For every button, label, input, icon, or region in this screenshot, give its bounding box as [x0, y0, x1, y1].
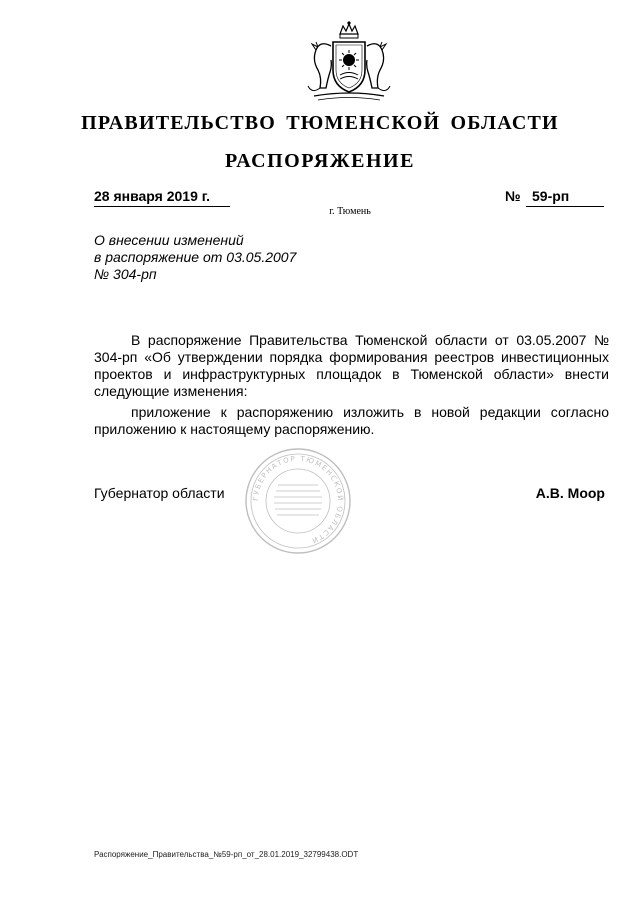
- subject-line: в распоряжение от 03.05.2007: [94, 249, 297, 265]
- official-seal-stamp: [244, 447, 352, 555]
- document-date: 28 января 2019 г.: [94, 188, 211, 204]
- signatory-name: А.В. Моор: [535, 485, 605, 501]
- document-date-field: [94, 188, 230, 207]
- government-title: ПРАВИТЕЛЬСТВО ТЮМЕНСКОЙ ОБЛАСТИ: [81, 112, 559, 134]
- document-body: [94, 332, 609, 438]
- document-number: 59-рп: [532, 188, 570, 204]
- document-subject: [94, 232, 354, 283]
- subject-line: О внесении изменений: [94, 232, 244, 248]
- footer-filename: Распоряжение_Правительства_№59-рп_от_28.01.2019_32799438.ODT: [94, 850, 359, 859]
- subject-line: № 304-рп: [94, 266, 157, 282]
- coat-of-arms-emblem: [302, 20, 396, 106]
- seal-text: ГУБЕРНАТОР ТЮМЕНСКОЙ ОБЛАСТИ: [251, 454, 345, 545]
- document-number-field: [526, 188, 604, 207]
- number-sign: №: [505, 188, 521, 204]
- document-city: г. Тюмень: [329, 206, 371, 217]
- body-paragraph: приложение к распоряжению изложить в новой редакции согласно приложению к настоящему распоряжению.: [94, 404, 609, 437]
- body-paragraph: В распоряжение Правительства Тюменской области от 03.05.2007 № 304-рп «Об утверждении порядка формирования реестров инвестиционных проектов и инфраструктурных площадок в Тюменской области» внести следующие изменения:: [94, 332, 609, 399]
- document-type: РАСПОРЯЖЕНИЕ: [225, 150, 415, 172]
- signatory-position: Губернатор области: [94, 485, 225, 501]
